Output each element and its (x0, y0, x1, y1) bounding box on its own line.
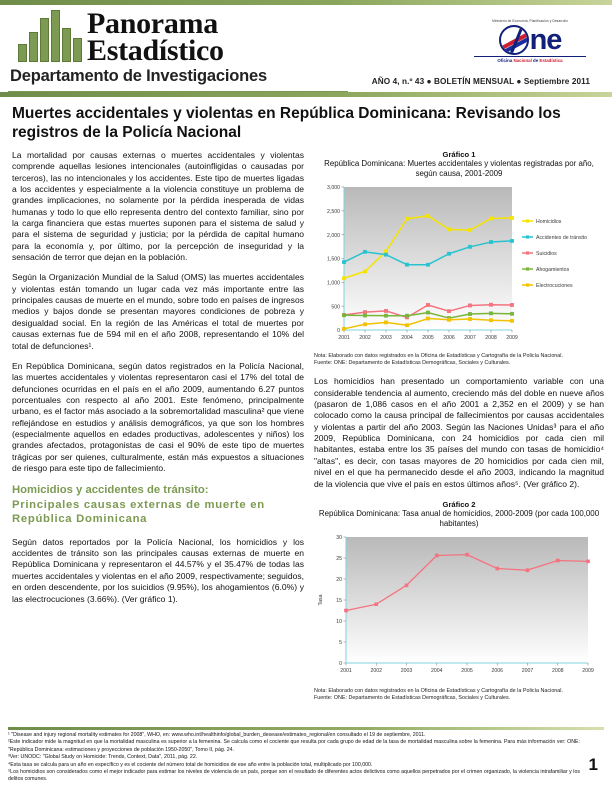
svg-text:1,500: 1,500 (327, 256, 340, 263)
svg-text:500: 500 (331, 304, 340, 311)
bar-chart-logo-icon (18, 10, 82, 62)
paragraph-2: Según la Organización Mundial de la Salud (OMS) las muertes accidentales y violentas están tomando un lugar cada vez más importante entre las principales causas de muerte en el mundo, sobre todo en países de ingresos medios y bajos donde se presentan mayores condiciones de pobreza y desigualdad social. En la región de las Américas el total de muertes por causas externas fue de 594 mil en el año 2008, representando el 10% del total de defunciones¹. (12, 272, 304, 351)
one-logo-subtitle: Oficina Nacional de Estadística (474, 56, 586, 63)
svg-text:2001: 2001 (338, 335, 350, 341)
right-column (314, 150, 604, 702)
section-heading (12, 483, 304, 527)
svg-text:2001: 2001 (340, 667, 352, 674)
footnote-1: ¹ "Disease and injury regional mortality estimates for 2008", WHO, en: www.who.int/healthinfo/global_burden_desease/estimates_regional/en consultado el 19 de septiembre, 2011. (8, 732, 426, 738)
brand-line-1: Panorama (87, 7, 218, 40)
svg-text:20: 20 (336, 576, 342, 583)
section-heading-line-2: Principales causas externas de muerte en (12, 498, 265, 511)
page-number: 1 (588, 755, 598, 774)
ministry-label: Ministerio de Economía, Planificación y Desarrollo (492, 19, 568, 23)
one-logo-mark (474, 25, 586, 55)
svg-text:2002: 2002 (359, 335, 371, 341)
svg-text:15: 15 (336, 597, 342, 604)
footnote-5: ⁵Los homicidios son considerados como el mejor indicador para estimar los niveles de violencia de un país, porque son el resultado de diferentes actos delictivos como aquellos perpetrados por el crimen organizado, la violencia intrafamiliar y los delitos comunes. (8, 769, 580, 783)
chart-1-title: República Dominicana: Muertes accidentales y violentas registradas por año, según causa, 2001-2009 (324, 159, 594, 178)
footnote-3: ³Ver: UNODC: "Global Study on Homicide: Trends, Context, Data", 2011, pág. 22. (8, 754, 198, 761)
svg-text:2006: 2006 (491, 667, 504, 674)
svg-text:3,000: 3,000 (327, 185, 340, 192)
one-logo-text: ne (529, 24, 562, 56)
svg-text:2005: 2005 (422, 335, 434, 341)
svg-text:2,000: 2,000 (327, 232, 340, 239)
svg-text:2009: 2009 (506, 335, 518, 341)
svg-text:10: 10 (336, 618, 342, 625)
svg-text:Electrocuciones: Electrocuciones (536, 283, 573, 289)
svg-text:1,000: 1,000 (327, 280, 340, 287)
header-accent-bar (0, 92, 612, 97)
svg-text:2003: 2003 (380, 335, 392, 341)
svg-text:Homicidios: Homicidios (536, 219, 562, 225)
chart-1 (314, 150, 604, 367)
brand-line-2: Estadístico (87, 34, 224, 67)
svg-text:2003: 2003 (400, 667, 413, 674)
panorama-logo (18, 9, 224, 66)
section-heading-line-1: Homicidios y accidentes de tránsito: (12, 484, 209, 497)
svg-text:2004: 2004 (401, 335, 413, 341)
chart-1-fuente: Fuente: ONE: Departamento de Estadísticas Demográficas, Sociales y Culturales. (314, 360, 511, 367)
chart-2 (314, 500, 604, 702)
title-line-1: Muertes accidentales y violentas en República Dominicana: Revisando los (12, 105, 561, 122)
page-title (12, 104, 600, 142)
chart-2-note (314, 688, 604, 702)
one-circle-icon (499, 25, 529, 55)
svg-text:Ahogamientos: Ahogamientos (536, 267, 570, 273)
svg-text:2007: 2007 (521, 667, 534, 674)
left-column (12, 150, 304, 614)
paragraph-4: Según datos reportados por la Policía Nacional, los homicidios y los accidentes de tránsito son las principales causas externas de muerte en República Dominicana y representaron el 44.57% y el 35.47% de todas las muertes accidentales y violentas en el año 2009, respectivamente; seguidos, en orden descendente, por los suicidios (9.95%), los ahogamientos (6.0%) y las electrocuciones (3.66%). (Ver gráfico 1). (12, 536, 304, 604)
svg-text:0: 0 (337, 328, 340, 335)
svg-text:2007: 2007 (464, 335, 476, 341)
chart-2-fuente: Fuente: ONE: Departamento de Estadísticas Demográficas, Sociales y Culturales. (314, 695, 511, 702)
footnotes-divider (8, 727, 604, 730)
svg-text:Suicidios: Suicidios (536, 251, 557, 257)
svg-text:25: 25 (336, 555, 342, 562)
svg-text:30: 30 (336, 534, 342, 541)
chart-1-note (314, 353, 604, 367)
svg-text:2008: 2008 (485, 335, 497, 341)
svg-text:2009: 2009 (582, 667, 594, 674)
chart-1-svg (314, 181, 604, 346)
svg-text:2002: 2002 (370, 667, 383, 674)
paragraph-1: La mortalidad por causas externas o muertes accidentales y violentas comprende aquellas lesiones intencionales (autoinfligidas o causadas por terceros), las no intencionales y los accidentes. Este tipo de muertes ligadas a los accidentes y especialmente a la violencia constituye un problema de grandes implicaciones, no solamente por la pérdida inesperada de vidas humanas y todo lo que ello representa dentro del contexto familiar, sino por la carga financiera que estas muertes suponen para el sistema de salud y para el sistema de seguridad y justicia; por la pérdida de capital humano para la economía y, por último, por la percepción de inseguridad y la sensación de terror que dejan en la población. (12, 150, 304, 263)
svg-text:2004: 2004 (430, 667, 443, 674)
svg-text:5: 5 (339, 639, 342, 646)
department-label: Departamento de Investigaciones (10, 67, 267, 85)
chart-2-title: República Dominicana: Tasa anual de homicidios, 2000-2009 (por cada 100,000 habitantes) (318, 508, 600, 528)
svg-text:Accidentes de tránsito: Accidentes de tránsito (536, 235, 588, 241)
masthead (0, 5, 612, 91)
chart-2-label: Gráfico 2 (442, 499, 476, 509)
title-line-2: registros de la Policía Nacional (12, 124, 242, 141)
chart-1-label: Gráfico 1 (442, 150, 476, 159)
chart-1-plot (314, 181, 604, 351)
chart-1-nota: Nota: Elaborado con datos registrados en la Oficina de Estadísticas y Cartografía de la Policía Nacional. (314, 353, 564, 359)
svg-text:2006: 2006 (443, 335, 455, 341)
issue-info: AÑO 4, n.º 43 ● BOLETÍN MENSUAL ● Septiembre 2011 (371, 77, 590, 86)
svg-text:0: 0 (339, 660, 342, 667)
chart-2-plot (314, 531, 604, 686)
footnotes (8, 732, 580, 784)
svg-text:2,500: 2,500 (327, 208, 340, 215)
footnote-4: ⁴Esta tasa se calcula para un año en específico y es el cociente del número total de homicidios de ese año entre la población total, multiplicado por 100,000. (8, 761, 373, 768)
one-institution-logo (474, 19, 586, 63)
section-heading-line-3: República Dominicana (12, 513, 148, 526)
svg-text:Tasa: Tasa (318, 594, 324, 606)
chart-2-svg (314, 531, 604, 681)
footnote-2: ²Este indicador mide la magnitud en que la mortalidad masculina es superior a la femenina. Se calcula como el cociente que resulta por cada grupo de edad de la tasa de mortalidad masculina sobre la femenina. Para más información ver: ONE: "República Dominicana: estimaciones y proyecciones de población 1950-2050", Tomo II, pág. 24. (8, 739, 580, 753)
paragraph-right-1: Los homicidios han presentado un comportamiento variable con una considerable tendencia al aumento, creciendo más del doble en nueve años (pasaron de 1,086 casos en el año 2001 a 2,352 en el 2009) y se han colocado como la causa principal de fallecimientos por causas accidentales y violentas a partir del año 2003. Según las Naciones Unidas³ para el año 2009, República Dominicana, con 24 homicidios por cada cien mil habitantes, estaba entre los 35 países del mundo con tasas de homicidio⁴ "altas", es decir, con tasas mayores de 20 homicidios por cada cien mil, nivel en el que ha permanecido desde el año 2003, indicando la magnitud de la violencia que vive el país en estos últimos años⁵. (Ver gráfico 2). (314, 376, 604, 489)
chart-2-nota: Nota: Elaborado con datos registrados en la Oficina de Estadísticas y Cartografía de la Policía Nacional. (314, 687, 564, 694)
svg-text:2008: 2008 (551, 667, 564, 674)
svg-text:2005: 2005 (461, 667, 473, 674)
paragraph-3: En República Dominicana, según datos registrados en la Policía Nacional, las muertes accidentales y violentas representaron casi el 17% del total de defunciones ocurridas en el país en el año 2009, aumentando 6.27 puntos porcentuales con respecto al año 2001. Este fenómeno, principalmente urbano, es el factor más asociado a la sobremortalidad masculina² que viene reflejándose en estudios y análisis demográficos, ya que son los hombres (especialmente aquellos en edades productivas, adolescentes y niños) los grandes afectados, protagonistas de casi el 90% de este tipo de muertes trágicas por ser quienes, culturalmente, están más expuestos a situaciones de riesgo para este tipo de fallecimiento. (12, 360, 304, 473)
